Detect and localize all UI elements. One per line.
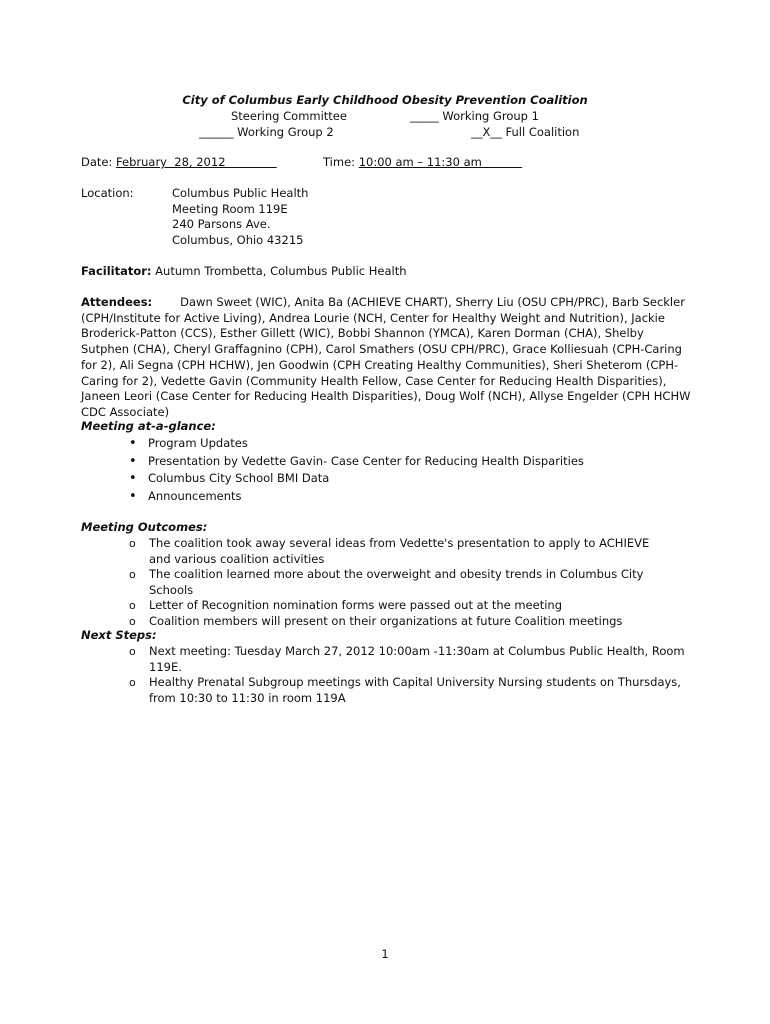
list-item: o Coalition members will present on their organizations at future Coalition meetings: [128, 614, 668, 630]
working-group-1-option: _____ Working Group 1: [410, 109, 539, 123]
list-item: o Next meeting: Tuesday March 27, 2012 10:00am -11:30am at Columbus Public Health, Room 119E.: [128, 644, 688, 675]
outcomes-list: [128, 536, 668, 630]
next-steps-heading: Next Steps:: [81, 628, 157, 642]
facilitator-label: Facilitator:: [81, 264, 152, 278]
attendees-paragraph: [81, 295, 691, 421]
facilitator-value: Autumn Trombetta, Columbus Public Health: [151, 264, 407, 278]
time-line: [323, 155, 522, 170]
location-line-3: 240 Parsons Ave.: [172, 217, 271, 231]
time-value: 10:00 am – 11:30 am: [358, 155, 523, 169]
glance-heading: Meeting at-a-glance:: [81, 419, 216, 433]
attendees-list: Dawn Sweet (WIC), Anita Ba (ACHIEVE CHART), Sherry Liu (OSU CPH/PRC), Barb Seckler (CPH/Institute for Active Living), Andrea Lourie (NCH, Center for Healthy Weight and Nutrition), Jackie Broderick-Patton (CCS), Esther Gillett (WIC), Bobbi Shannon (YMCA), Karen Dorman (CHA), Shelby Sutphen (CHA), Cheryl Graffagnino (CPH), Carol Smathers (OSU CPH/PRC), Grace Kolliesuah (CPH-Caring for 2), Ali Segna (CPH HCHW), Jen Goodwin (CPH Creating Healthy Communities), Sheri Sheterom (CPH-Caring for 2), Vedette Gavin (Community Health Fellow, Case Center for Reducing Health Disparities), Janeen Leori (Case Center for Reducing Health Disparities), Doug Wolf (NCH), Allyse Engelder (CPH HCHW CDC Associate): [81, 295, 691, 419]
date-value: February 28, 2012: [116, 155, 277, 169]
time-label: Time:: [323, 155, 356, 169]
location-label: Location:: [81, 186, 134, 200]
list-item: o The coalition took away several ideas from Vedette's presentation to apply to ACHIEVE and various coalition activities: [128, 536, 668, 567]
list-item: • Announcements: [127, 488, 584, 506]
working-group-2-option: ______ Working Group 2: [199, 125, 334, 139]
date-label: Date:: [81, 155, 113, 169]
list-item: o Letter of Recognition nomination forms were passed out at the meeting: [128, 598, 668, 614]
date-line: [81, 155, 277, 170]
list-item: o The coalition learned more about the overweight and obesity trends in Columbus City Schools: [128, 567, 668, 598]
facilitator-line: [81, 264, 407, 279]
location-line-4: Columbus, Ohio 43215: [172, 233, 304, 247]
page-number: 1: [381, 947, 389, 961]
location-line-2: Meeting Room 119E: [172, 202, 288, 216]
list-item: • Columbus City School BMI Data: [127, 470, 584, 488]
list-item: o Healthy Prenatal Subgroup meetings with Capital University Nursing students on Thursdays, from 10:30 to 11:30 in room 119A: [128, 675, 688, 706]
document-title: City of Columbus Early Childhood Obesity Prevention Coalition: [182, 93, 588, 107]
glance-list: [127, 435, 584, 506]
list-item: • Program Updates: [127, 435, 584, 453]
steering-committee-option: Steering Committee: [231, 109, 347, 123]
list-item: • Presentation by Vedette Gavin- Case Center for Reducing Health Disparities: [127, 453, 584, 471]
next-steps-list: [128, 644, 688, 706]
attendees-label: Attendees:: [81, 295, 153, 309]
full-coalition-option: __X__ Full Coalition: [471, 125, 580, 139]
outcomes-heading: Meeting Outcomes:: [81, 520, 208, 534]
location-line-1: Columbus Public Health: [172, 186, 309, 200]
